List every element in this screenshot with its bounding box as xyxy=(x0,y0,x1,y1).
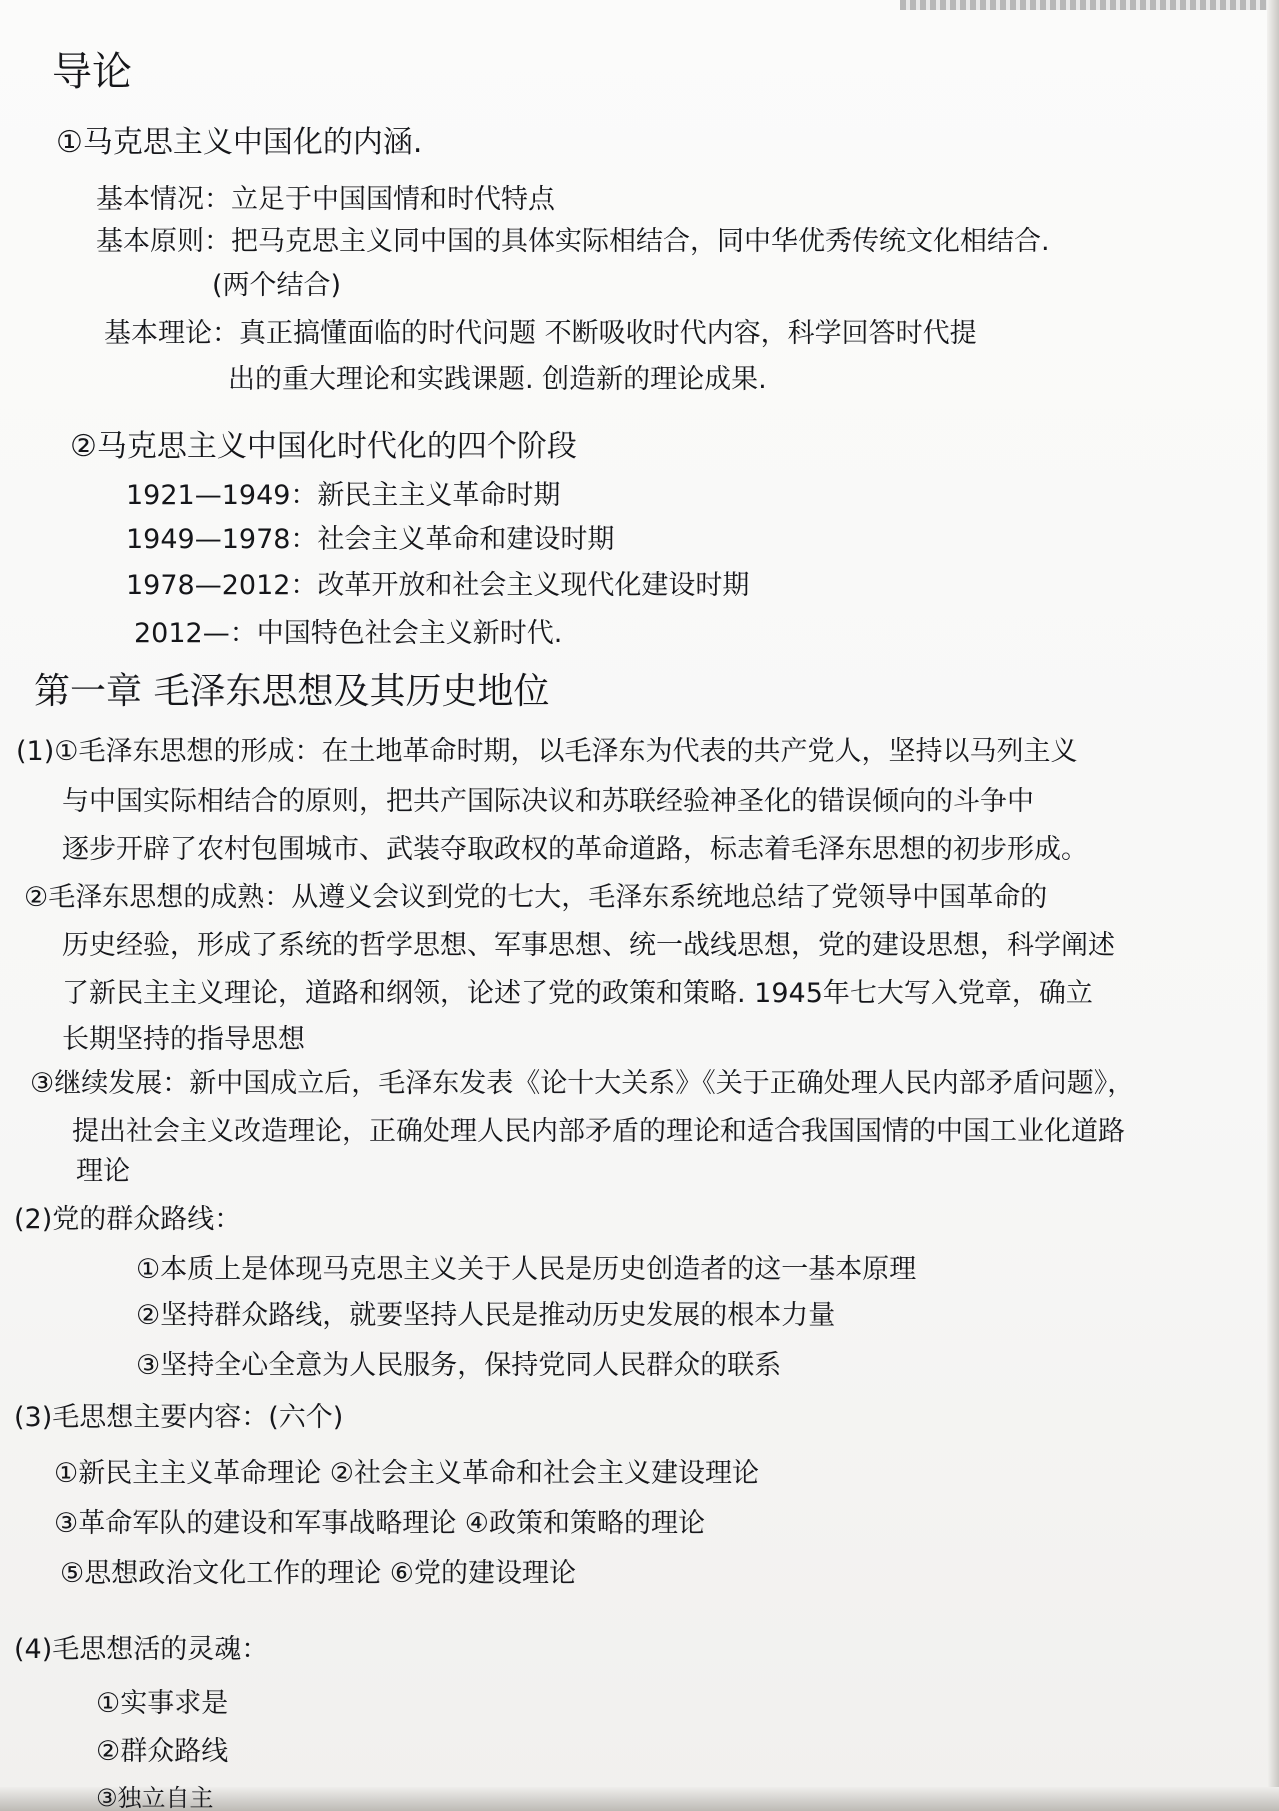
mass-line-heading: (2)党的群众路线： xyxy=(14,1204,242,1235)
main-content-row3: ⑤思想政治文化工作的理论 ⑥党的建设理论 xyxy=(60,1558,576,1589)
living-soul-heading: (4)毛思想活的灵魂： xyxy=(14,1634,269,1665)
period-1978-2012: 1978—2012：改革开放和社会主义现代化建设时期 xyxy=(126,570,750,601)
maturity-line2: 历史经验，形成了系统的哲学思想、军事思想、统一战线思想，党的建设思想，科学阐述 xyxy=(62,930,1115,961)
intro-section2-heading: ②马克思主义中国化时代化的四个阶段 xyxy=(70,429,577,464)
main-content-heading: (3)毛思想主要内容：(六个) xyxy=(14,1402,344,1433)
intro-basic-theory-line2: 出的重大理论和实践课题. 创造新的理论成果. xyxy=(228,364,767,395)
intro-basic-principle: 基本原则：把马克思主义同中国的具体实际相结合，同中华优秀传统文化相结合. xyxy=(96,226,1050,257)
mass-line-item1: ①本质上是体现马克思主义关于人民是历史创造者的这一基本原理 xyxy=(136,1254,917,1285)
maturity-line3: 了新民主主义理论，道路和纲领，论述了党的政策和策略. 1945年七大写入党章，确立 xyxy=(62,978,1093,1009)
page-right-shadow xyxy=(1267,0,1279,1811)
intro-basic-situation: 基本情况：立足于中国国情和时代特点 xyxy=(96,184,555,215)
formation-line3: 逐步开辟了农村包围城市、武装夺取政权的革命道路，标志着毛泽东思想的初步形成。 xyxy=(62,834,1088,865)
period-1949-1978: 1949—1978：社会主义革命和建设时期 xyxy=(126,524,615,555)
living-soul-item3: ③独立自主 xyxy=(96,1784,214,1811)
development-line3: 理论 xyxy=(76,1156,130,1187)
main-content-row1: ①新民主主义革命理论 ②社会主义革命和社会主义建设理论 xyxy=(54,1458,759,1489)
living-soul-item1: ①实事求是 xyxy=(96,1688,229,1719)
chapter1-title: 第一章 毛泽东思想及其历史地位 xyxy=(34,671,550,712)
main-content-row2: ③革命军队的建设和军事战略理论 ④政策和策略的理论 xyxy=(54,1508,705,1539)
intro-two-combinations: (两个结合) xyxy=(212,270,342,301)
torn-top-edge xyxy=(900,0,1279,10)
formation-line2: 与中国实际相结合的原则，把共产国际决议和苏联经验神圣化的错误倾向的斗争中 xyxy=(62,786,1034,817)
living-soul-item2: ②群众路线 xyxy=(96,1736,229,1767)
mass-line-item3: ③坚持全心全意为人民服务，保持党同人民群众的联系 xyxy=(136,1350,782,1381)
period-2012-present: 2012—：中国特色社会主义新时代. xyxy=(134,618,563,649)
maturity-line4: 长期坚持的指导思想 xyxy=(62,1024,305,1055)
period-1921-1949: 1921—1949：新民主主义革命时期 xyxy=(126,480,561,511)
intro-title: 导论 xyxy=(52,49,132,95)
maturity-line1: ②毛泽东思想的成熟：从遵义会议到党的七大，毛泽东系统地总结了党领导中国革命的 xyxy=(24,882,1048,913)
intro-basic-theory-line1: 基本理论：真正搞懂面临的时代问题 不断吸收时代内容，科学回答时代提 xyxy=(104,318,977,349)
mass-line-item2: ②坚持群众路线，就要坚持人民是推动历史发展的根本力量 xyxy=(136,1300,836,1331)
development-line1: ③继续发展：新中国成立后，毛泽东发表《论十大关系》《关于正确处理人民内部矛盾问题》， xyxy=(30,1068,1135,1099)
development-line2: 提出社会主义改造理论，正确处理人民内部矛盾的理论和适合我国国情的中国工业化道路 xyxy=(72,1116,1125,1147)
intro-section1-heading: ①马克思主义中国化的内涵. xyxy=(56,125,423,160)
formation-line1: (1)①毛泽东思想的形成：在土地革命时期，以毛泽东为代表的共产党人，坚持以马列主义 xyxy=(16,736,1078,767)
